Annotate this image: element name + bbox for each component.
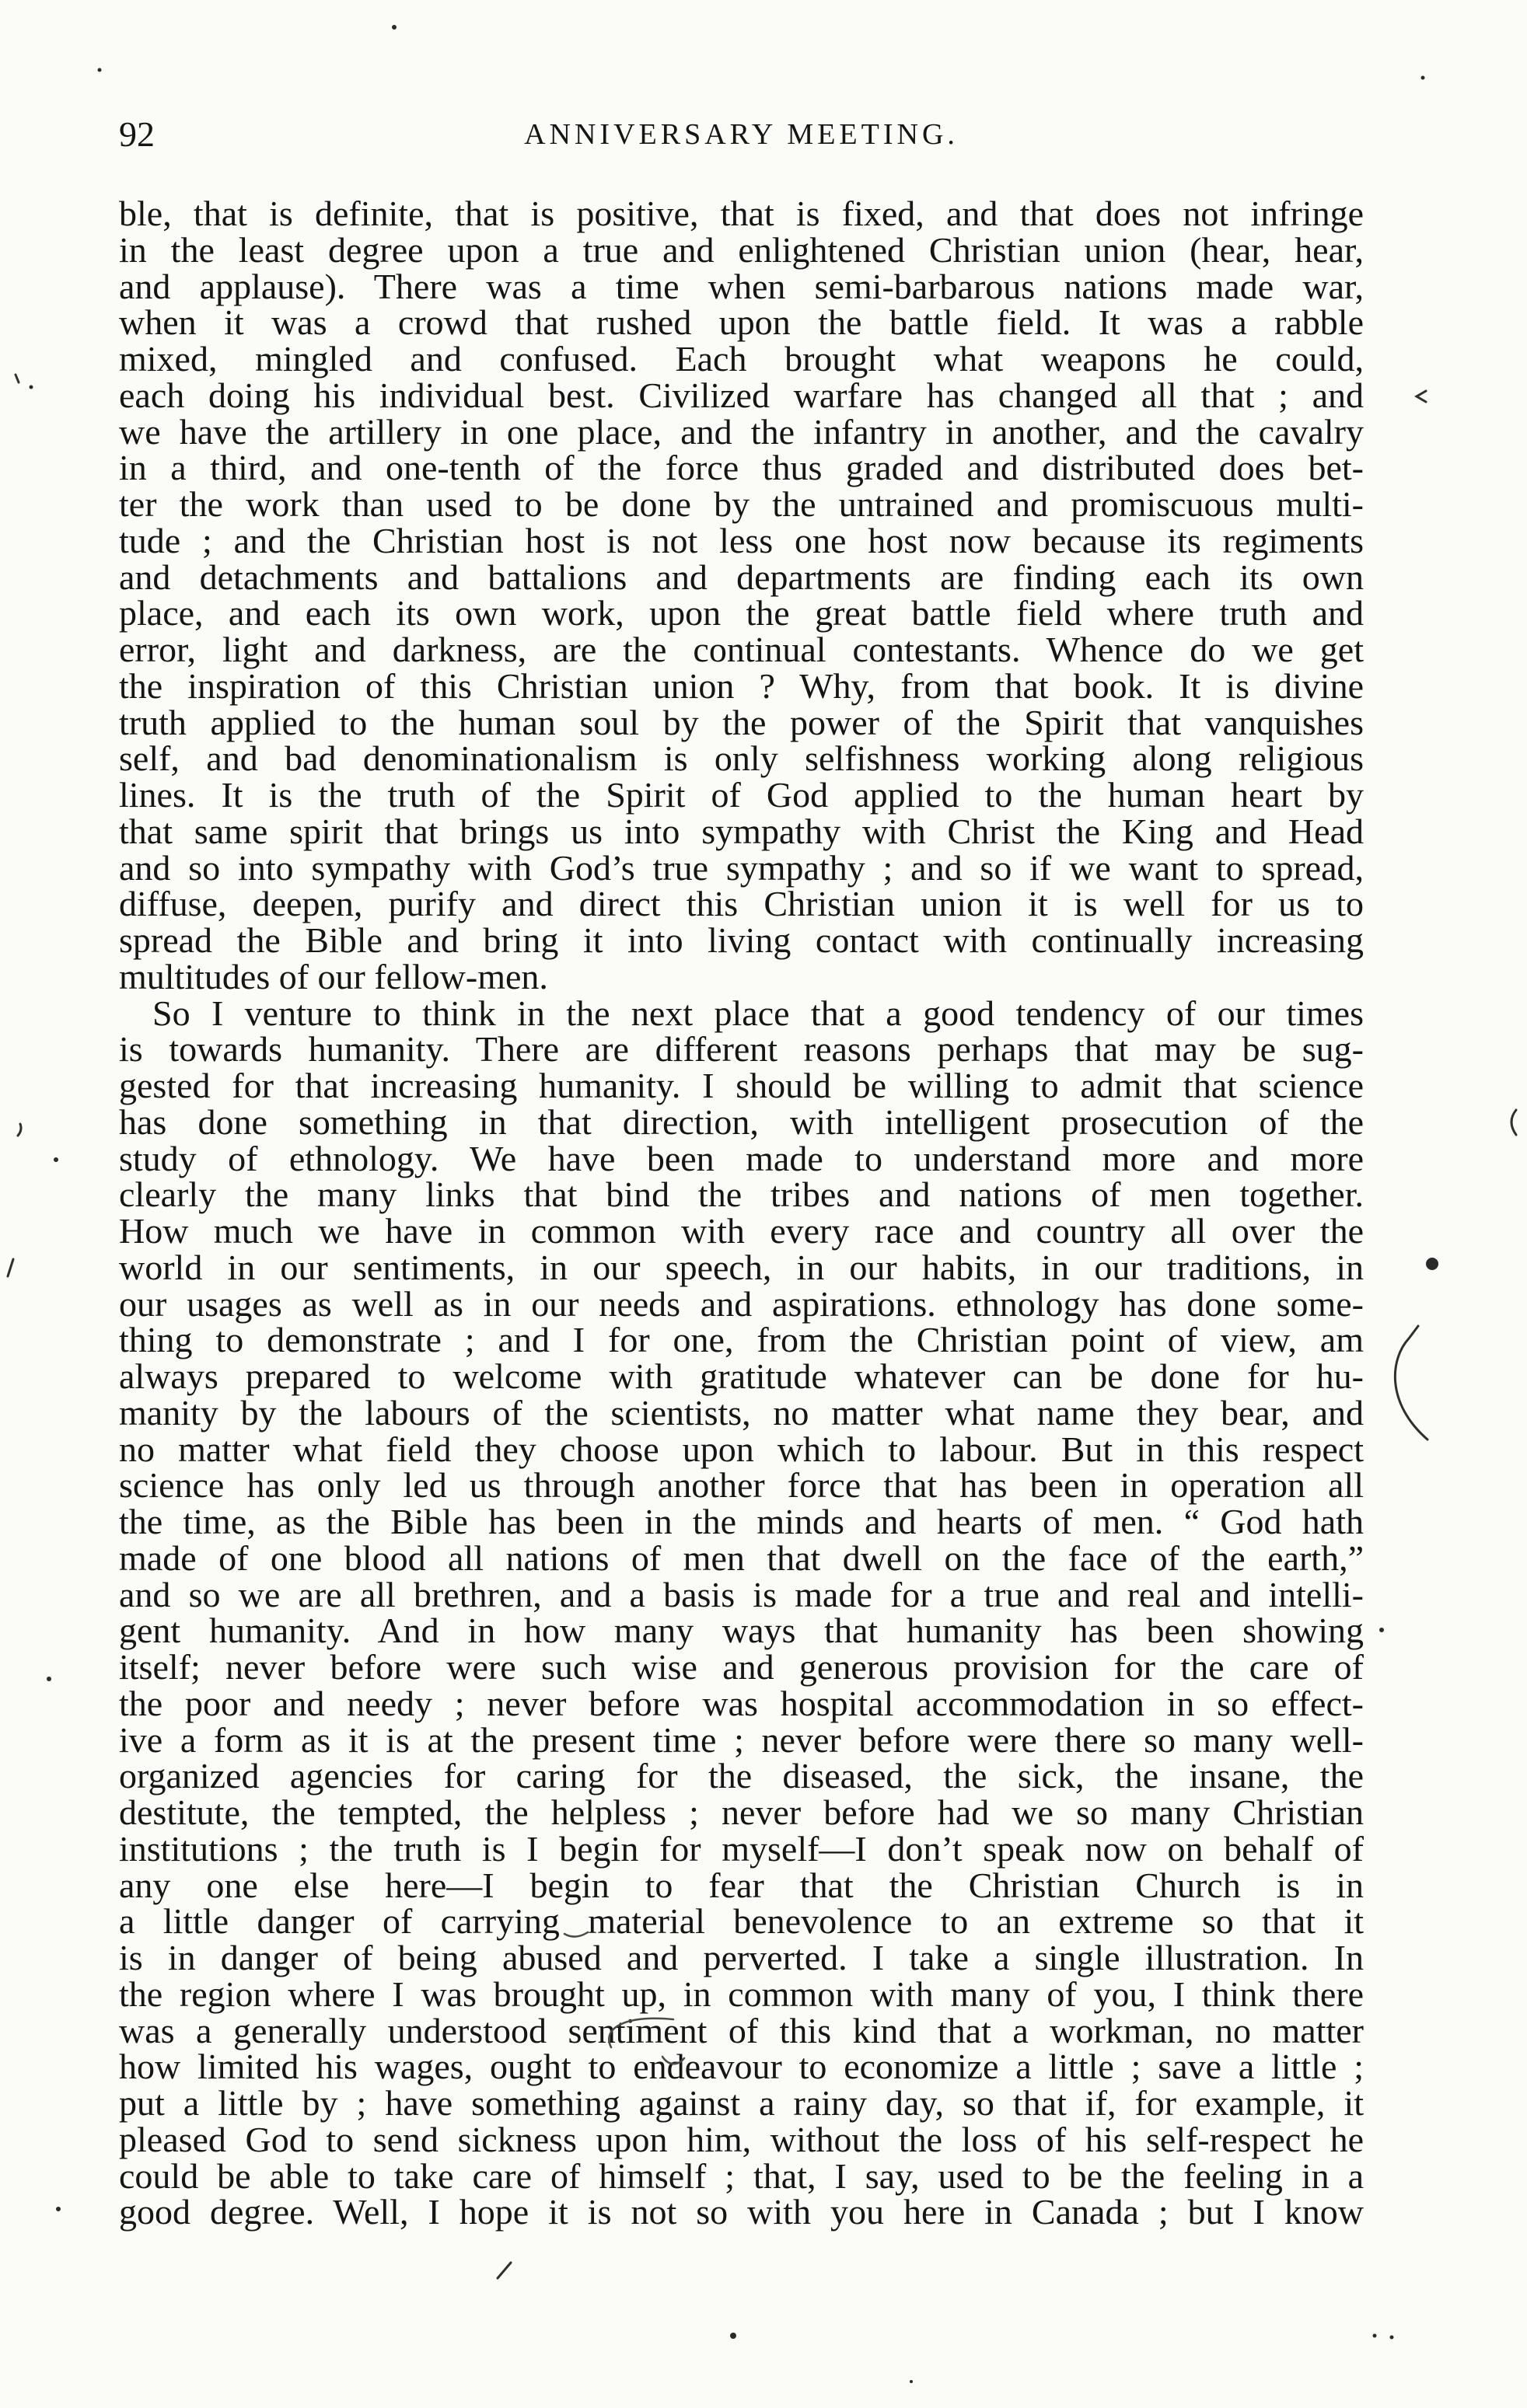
scan-speck (1390, 2336, 1394, 2340)
text-line: that same spirit that brings us into sympathy with Christ the King and Head (119, 811, 1364, 851)
text-line: when it was a crowd that rushed upon the battle field. It was a rabble (119, 302, 1364, 343)
page-header (119, 113, 1364, 155)
text-line: and so into sympathy with God’s true sympathy ; and so if we want to spread, (119, 847, 1364, 888)
text-line: thing to demonstrate ; and I for one, from the Christian point of view, am (119, 1320, 1364, 1360)
margin-slash-mark (498, 2263, 511, 2278)
text-line: is in danger of being abused and perverted. I take a single illustration. In (119, 1938, 1364, 1977)
text-line: manity by the labours of the scientists, no matter what name they bear, and (119, 1392, 1364, 1433)
scan-speck (56, 2207, 61, 2211)
text-line: always prepared to welcome with gratitude whatever can be done for hu- (119, 1356, 1364, 1396)
text-line: could be able to take care of himself ; that, I say, used to be the feeling in a (119, 2155, 1364, 2196)
scan-speck (47, 1677, 51, 1681)
text-line: error, light and darkness, are the continual contestants. Whence do we get (119, 630, 1364, 669)
text-line: ble, that is definite, that is positive, that is fixed, and that does not infringe (119, 194, 1364, 233)
text-line: mixed, mingled and confused. Each brought what weapons he could, (119, 339, 1364, 379)
margin-tick-mark (16, 375, 19, 382)
scan-speck (1421, 76, 1425, 80)
text-line: itself; never before were such wise and generous provision for the care of (119, 1647, 1364, 1687)
text-line: clearly the many links that bind the tribes and nations of men together. (119, 1174, 1364, 1215)
text-line: was a generally understood sentiment of this kind that a workman, no matter (119, 2010, 1364, 2050)
text-line: in a third, and one-tenth of the force thus graded and distributed does bet- (119, 448, 1364, 488)
text-line: gested for that increasing humanity. I should be willing to admit that science (119, 1066, 1364, 1105)
scan-speck (98, 68, 102, 72)
scan-speck (1373, 2334, 1377, 2338)
text-line: So I venture to think in the next place that a good tendency of our times (152, 993, 1364, 1033)
text-line: How much we have in common with every race and country all over the (119, 1211, 1364, 1251)
paragraph (119, 196, 1364, 996)
text-line: the inspiration of this Christian union ? Why, from that book. It is divine (119, 665, 1364, 706)
text-line: pleased God to send sickness upon him, without the loss of his self-respect he (119, 2119, 1364, 2159)
text-line: our usages as well as in our needs and aspirations. ethnology has done some- (119, 1283, 1364, 1324)
text-line: has done something in that direction, with intelligent prosecution of the (119, 1101, 1364, 1142)
text-line: each doing his individual best. Civilized warfare has changed all that ; and (119, 375, 1364, 415)
text-line: no matter what field they choose upon which to labour. But in this respect (119, 1429, 1364, 1469)
text-line: spread the Bible and bring it into living contact with continually increasing (119, 920, 1364, 960)
text-line: science has only led us through another force that has been in operation all (119, 1465, 1364, 1506)
text-line: in the least degree upon a true and enlightened Christian union (hear, hear, (119, 229, 1364, 270)
text-line: and applause). There was a time when semi-barbarous nations made war, (119, 266, 1364, 306)
margin-caret-mark (1417, 391, 1426, 402)
text-line: put a little by ; have something against a rainy day, so that if, for example, it (119, 2083, 1364, 2123)
text-line: organized agencies for caring for the diseased, the sick, the insane, the (119, 1756, 1364, 1796)
page-number: 92 (119, 114, 155, 154)
text-line: lines. It is the truth of the Spirit of God applied to the human heart by (119, 775, 1364, 815)
scan-speck (54, 1157, 58, 1162)
text-line: is towards humanity. There are different reasons perhaps that may be sug- (119, 1029, 1364, 1070)
text-line: and detachments and battalions and departments are finding each its own (119, 557, 1364, 597)
text-line: diffuse, deepen, purify and direct this Christian union it is well for us to (119, 884, 1364, 924)
text-line: how limited his wages, ought to endeavour to economize a little ; save a little ; (119, 2047, 1364, 2087)
margin-bracket-mark (1395, 1326, 1427, 1440)
text-line: self, and bad denominationalism is only selfishness working along religious (119, 738, 1364, 779)
text-line: place, and each its own work, upon the great battle field where truth and (119, 593, 1364, 633)
text-line: tude ; and the Christian host is not less one host now because its regiments (119, 520, 1364, 560)
text-line: destitute, the tempted, the helpless ; never before had we so many Christian (119, 1792, 1364, 1832)
body-text (119, 196, 1364, 2231)
scan-speck (1379, 1628, 1384, 1632)
text-line: and so we are all brethren, and a basis is made for a true and real and intelli- (119, 1574, 1364, 1614)
text-line: good degree. Well, I hope it is not so with you here in Canada ; but I know (119, 2192, 1364, 2232)
scan-speck (392, 25, 397, 30)
text-line: gent humanity. And in how many ways that humanity has been showing (119, 1611, 1364, 1651)
text-line: the region where I was brought up, in common with many of you, I think there (119, 1974, 1364, 2014)
running-head: ANNIVERSARY MEETING. (524, 118, 959, 151)
text-line: world in our sentiments, in our speech, in our habits, in our traditions, in (119, 1247, 1364, 1287)
margin-paren-mark (1511, 1110, 1516, 1135)
scan-speck (730, 2333, 736, 2339)
text-line: any one else here—I begin to fear that the Christian Church is in (119, 1865, 1364, 1905)
margin-bullet-mark (1426, 1258, 1438, 1270)
scan-speck (910, 2380, 913, 2383)
text-line: the poor and needy ; never before was hospital accommodation in so effect- (119, 1683, 1364, 1723)
text-line: the time, as the Bible has been in the minds and hearts of men. “ God hath (119, 1502, 1364, 1541)
text-line: ter the work than used to be done by the untrained and promiscuous multi- (119, 484, 1364, 524)
paragraph (119, 993, 1364, 2232)
text-line: truth applied to the human soul by the power of the Spirit that vanquishes (119, 702, 1364, 742)
text-line: study of ethnology. We have been made to understand more and more (119, 1138, 1364, 1178)
text-line: made of one blood all nations of men that dwell on the face of the earth,” (119, 1537, 1364, 1578)
text-line: ive a form as it is at the present time ; never before were there so many well- (119, 1719, 1364, 1760)
margin-comma-mark (18, 1124, 21, 1136)
text-line: multitudes of our fellow-men. (119, 956, 548, 996)
text-line: we have the artillery in one place, and the infantry in another, and the cavalry (119, 411, 1364, 452)
margin-slash-mark (8, 1259, 13, 1276)
text-line: institutions ; the truth is I begin for myself—I don’t speak now on behalf of (119, 1828, 1364, 1869)
scan-speck (30, 386, 33, 389)
text-line: a little danger of carrying material benevolence to an extreme so that it (119, 1901, 1364, 1942)
